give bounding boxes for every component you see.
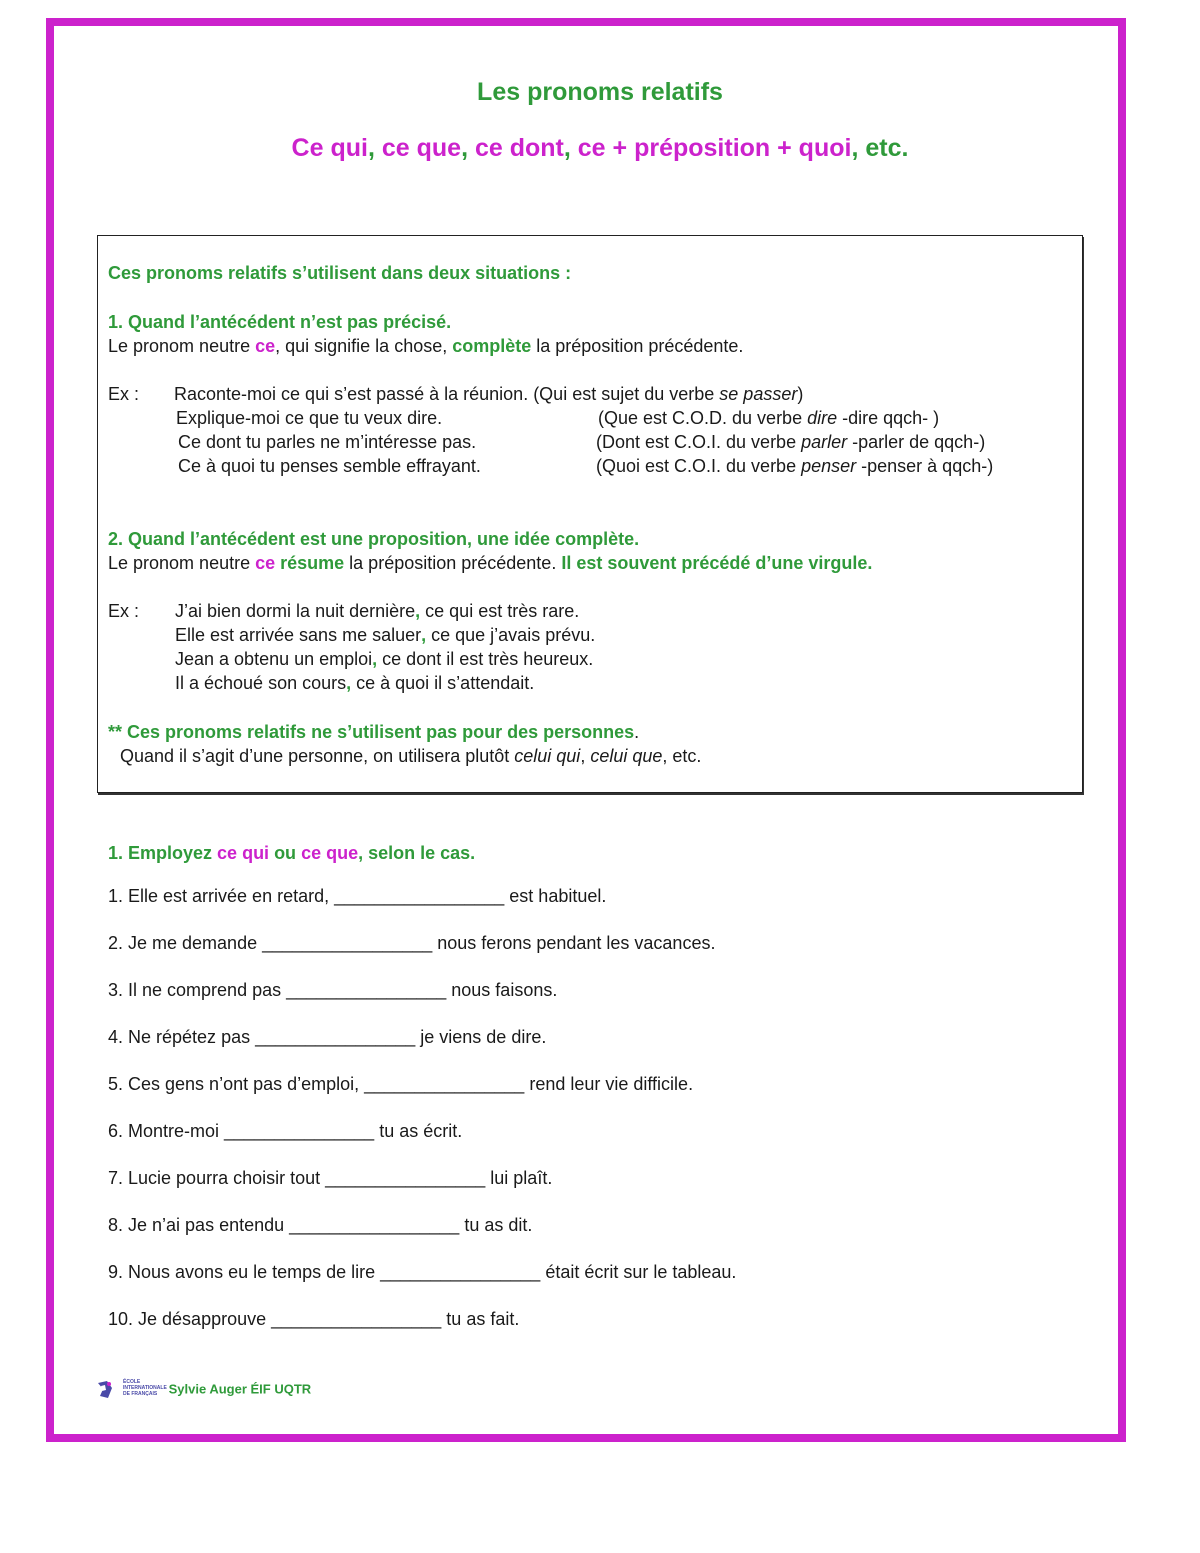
exercise-item: 9. Nous avons eu le temps de lire ________________ était écrit sur le tableau. <box>108 1262 737 1282</box>
section1-text-run: complète <box>452 336 532 356</box>
page-subtitle <box>0 134 1200 163</box>
subtitle-run: ce + préposition + quoi <box>577 134 852 162</box>
exercise-item: 4. Ne répétez pas ________________ je viens de dire. <box>108 1027 547 1047</box>
exercise-item: 1. Elle est arrivée en retard, _________________ est habituel. <box>108 886 607 906</box>
exercise-heading-run: 1. Employez <box>108 843 218 863</box>
example-sentence: Ce dont tu parles ne m’intéresse pas. <box>178 432 477 452</box>
exercise-item: 7. Lucie pourra choisir tout ________________ lui plaît. <box>108 1168 553 1188</box>
subtitle-run: Ce qui <box>291 134 368 162</box>
exercise-heading <box>108 842 475 864</box>
footer <box>95 1378 311 1402</box>
exercise-item: 3. Il ne comprend pas ________________ nous faisons. <box>108 980 558 1000</box>
note-heading <box>108 721 639 743</box>
section1-text-run: Le pronom neutre <box>108 336 256 356</box>
note-dot: . <box>634 722 640 742</box>
subtitle-run: ce dont <box>474 134 564 162</box>
section2-text-run: ce <box>255 553 276 573</box>
section1-text <box>108 335 743 357</box>
note-text <box>120 745 701 767</box>
note-heading-text: Ces pronoms relatifs ne s’utilisent pas pour des personnes <box>127 722 635 742</box>
exercise-heading-run: , selon le cas. <box>358 843 476 863</box>
example-sentence: Ce à quoi tu penses semble effrayant. <box>178 456 481 476</box>
exercise-heading-run: ou <box>269 843 302 863</box>
subtitle-run: , etc. <box>851 134 909 162</box>
section2-text-run: la préposition précédente. <box>344 553 562 573</box>
section2-example: Il a échoué son cours, ce à quoi il s’attendait. <box>175 673 535 693</box>
section2-heading: 2. Quand l’antécédent est une proposition, une idée complète. <box>108 529 640 549</box>
section2-text-run: Il est souvent précédé d’une virgule. <box>561 553 873 573</box>
section2-example: Jean a obtenu un emploi, ce dont il est très heureux. <box>175 649 594 669</box>
exercise-heading-run: ce qui <box>217 843 270 863</box>
footer-logo-text: ÉCOLE INTERNATIONALE DE FRANÇAIS <box>123 1379 167 1397</box>
example-explanation: (Quoi est C.O.I. du verbe penser -penser à qqch-) <box>596 456 994 476</box>
section2-text-run: résume <box>275 553 345 573</box>
subtitle-run: ce que <box>381 134 462 162</box>
exercise-item: 8. Je n’ai pas entendu _________________ tu as dit. <box>108 1215 533 1235</box>
section2-example: J’ai bien dormi la nuit dernière, ce qui est très rare. <box>175 601 580 621</box>
exercise-item: 6. Montre-moi _______________ tu as écrit. <box>108 1121 463 1141</box>
example-sentence: Raconte-moi ce qui s’est passé à la réunion. (Qui est sujet du verbe se passer) <box>174 384 804 404</box>
example-sentence: Explique-moi ce que tu veux dire. <box>176 408 443 428</box>
note-stars: ** <box>108 722 128 742</box>
exercise-item: 10. Je désapprouve _________________ tu as fait. <box>108 1309 520 1329</box>
section2-ex-label: Ex : <box>108 601 140 621</box>
exercise-item: 2. Je me demande _________________ nous ferons pendant les vacances. <box>108 933 716 953</box>
subtitle-run: , <box>461 134 475 162</box>
note-text-a: Quand il s’agit d’une personne, on utilisera plutôt <box>120 746 515 766</box>
example-explanation: (Dont est C.O.I. du verbe parler -parler de qqch-) <box>596 432 986 452</box>
section1-text-run: la préposition précédente. <box>531 336 744 356</box>
footer-credit: Sylvie Auger ÉIF UQTR <box>168 1381 312 1397</box>
note-text-b: , etc. <box>662 746 702 766</box>
page-title: Les pronoms relatifs <box>477 78 723 106</box>
note-italic-2: celui que <box>590 746 663 766</box>
section1-text-run: ce <box>255 336 276 356</box>
section2-example: Elle est arrivée sans me saluer, ce que j’avais prévu. <box>175 625 596 645</box>
subtitle-run: , <box>367 134 382 162</box>
note-mid: , <box>580 746 591 766</box>
box-intro: Ces pronoms relatifs s’utilisent dans deux situations : <box>108 263 572 283</box>
section1-text-run: , qui signifie la chose, <box>275 336 453 356</box>
section2-text-run: Le pronom neutre <box>108 553 256 573</box>
section2-text <box>108 552 872 574</box>
section1-ex-label: Ex : <box>108 384 140 404</box>
section1-heading: 1. Quand l’antécédent n’est pas précisé. <box>108 312 452 332</box>
exercise-heading-run: ce que <box>301 843 359 863</box>
note-italic-1: celui qui <box>514 746 581 766</box>
subtitle-run: , <box>563 134 578 162</box>
example-explanation: (Que est C.O.D. du verbe dire -dire qqch- ) <box>598 408 940 428</box>
exercise-item: 5. Ces gens n’ont pas d’emploi, ________________ rend leur vie difficile. <box>108 1074 694 1094</box>
